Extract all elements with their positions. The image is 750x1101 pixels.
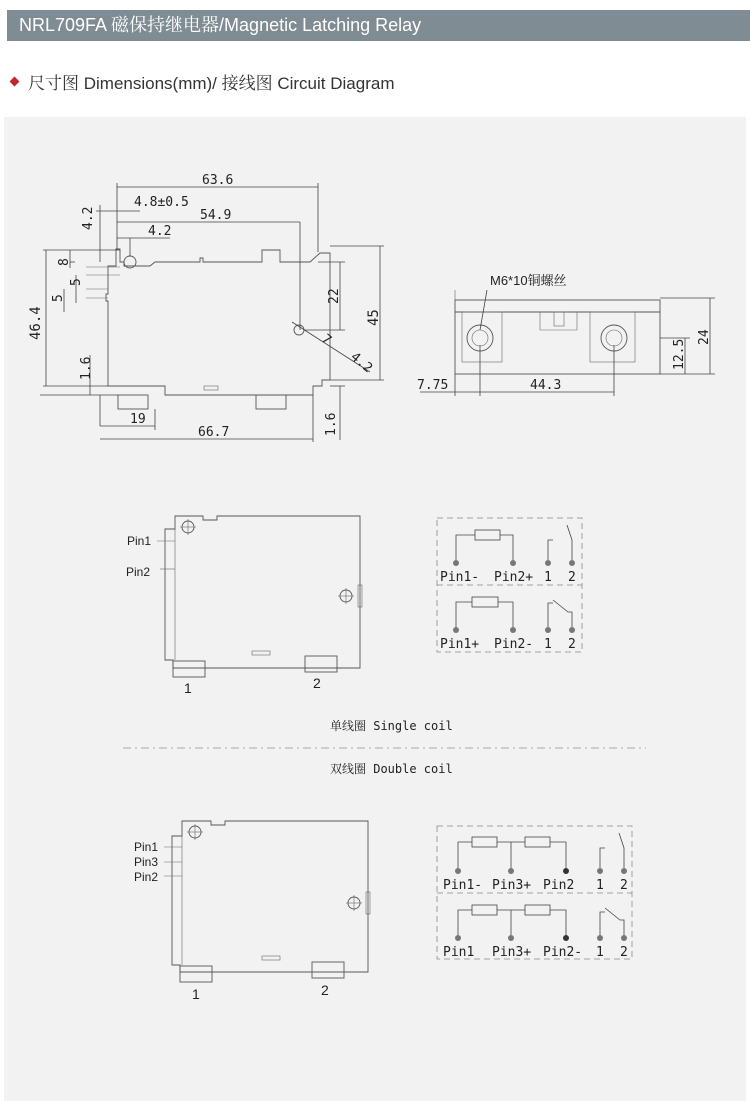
side-dimension-view bbox=[417, 273, 715, 396]
single-coil-relay-view bbox=[126, 516, 362, 696]
double-pin1-label: Pin1 bbox=[134, 840, 159, 854]
single-term1-label: 1 bbox=[184, 680, 192, 696]
double-diagram-top-pin2: Pin2 bbox=[543, 878, 575, 893]
dim-4-2-top: 4.2 bbox=[148, 224, 172, 239]
double-diagram-top-2: 2 bbox=[620, 878, 628, 893]
dim-46-4: 46.4 bbox=[28, 306, 44, 340]
double-pin2-label: Pin2 bbox=[134, 870, 159, 884]
single-diagram-top-2: 2 bbox=[568, 570, 576, 585]
double-pin3-label: Pin3 bbox=[134, 855, 159, 869]
double-coil-relay-view bbox=[134, 821, 370, 1002]
dim-54-9: 54.9 bbox=[200, 208, 232, 223]
dim-22: 22 bbox=[327, 288, 342, 304]
dim-1-6-bottom: 1.6 bbox=[324, 412, 339, 436]
header-title: NRL709FA 磁保持继电器/Magnetic Latching Relay bbox=[19, 15, 422, 35]
double-coil-circuit bbox=[437, 826, 632, 960]
dim-12-5: 12.5 bbox=[672, 338, 687, 370]
single-coil-caption: 单线圈 Single coil bbox=[330, 719, 453, 733]
single-diagram-bottom-pin2: Pin2- bbox=[494, 637, 534, 652]
single-term2-label: 2 bbox=[313, 675, 321, 691]
screw-label: M6*10铜螺丝 bbox=[490, 273, 567, 288]
single-pin1-label: Pin1 bbox=[127, 534, 152, 548]
single-diagram-bottom-pin1: Pin1+ bbox=[440, 637, 480, 652]
double-diagram-bottom-1: 1 bbox=[596, 945, 604, 960]
dim-4-8: 4.8±0.5 bbox=[134, 195, 189, 210]
double-diagram-bottom-pin3: Pin3+ bbox=[492, 945, 532, 960]
dim-63-6: 63.6 bbox=[202, 173, 234, 188]
dim-45: 45 bbox=[366, 309, 382, 326]
double-diagram-bottom-2: 2 bbox=[620, 945, 628, 960]
dim-5b: 5 bbox=[51, 294, 66, 302]
dim-7-75: 7.75 bbox=[417, 378, 449, 393]
dim-5a: 5 bbox=[69, 278, 84, 286]
dim-7: 7 bbox=[318, 331, 335, 349]
dim-44-3: 44.3 bbox=[530, 378, 562, 393]
double-term1-label: 1 bbox=[192, 986, 200, 1002]
dim-19: 19 bbox=[130, 412, 146, 427]
single-diagram-top-pin2: Pin2+ bbox=[494, 570, 534, 585]
dim-66-7: 66.7 bbox=[198, 425, 230, 440]
dim-24: 24 bbox=[697, 329, 712, 345]
dim-4-2-hole: 4.2 bbox=[347, 349, 376, 377]
dim-8: 8 bbox=[57, 258, 72, 266]
double-diagram-top-1: 1 bbox=[596, 878, 604, 893]
single-pin2-label: Pin2 bbox=[126, 565, 151, 579]
dim-4-2-left: 4.2 bbox=[81, 206, 96, 230]
dim-1-6-left: 1.6 bbox=[79, 356, 94, 380]
double-diagram-bottom-pin1: Pin1 bbox=[443, 945, 475, 960]
single-coil-circuit bbox=[437, 518, 582, 652]
single-diagram-top-1: 1 bbox=[544, 570, 552, 585]
double-term2-label: 2 bbox=[321, 982, 329, 998]
single-diagram-bottom-2: 2 bbox=[568, 637, 576, 652]
double-coil-caption: 双线圈 Double coil bbox=[330, 762, 453, 776]
single-diagram-bottom-1: 1 bbox=[544, 637, 552, 652]
front-dimension-view bbox=[28, 173, 384, 442]
double-diagram-top-pin3: Pin3+ bbox=[492, 878, 532, 893]
double-diagram-bottom-pin2: Pin2- bbox=[543, 945, 583, 960]
single-diagram-top-pin1: Pin1- bbox=[440, 570, 480, 585]
section-title: 尺寸图 Dimensions(mm)/ 接线图 Circuit Diagram bbox=[28, 74, 395, 93]
double-diagram-top-pin1: Pin1- bbox=[443, 878, 483, 893]
